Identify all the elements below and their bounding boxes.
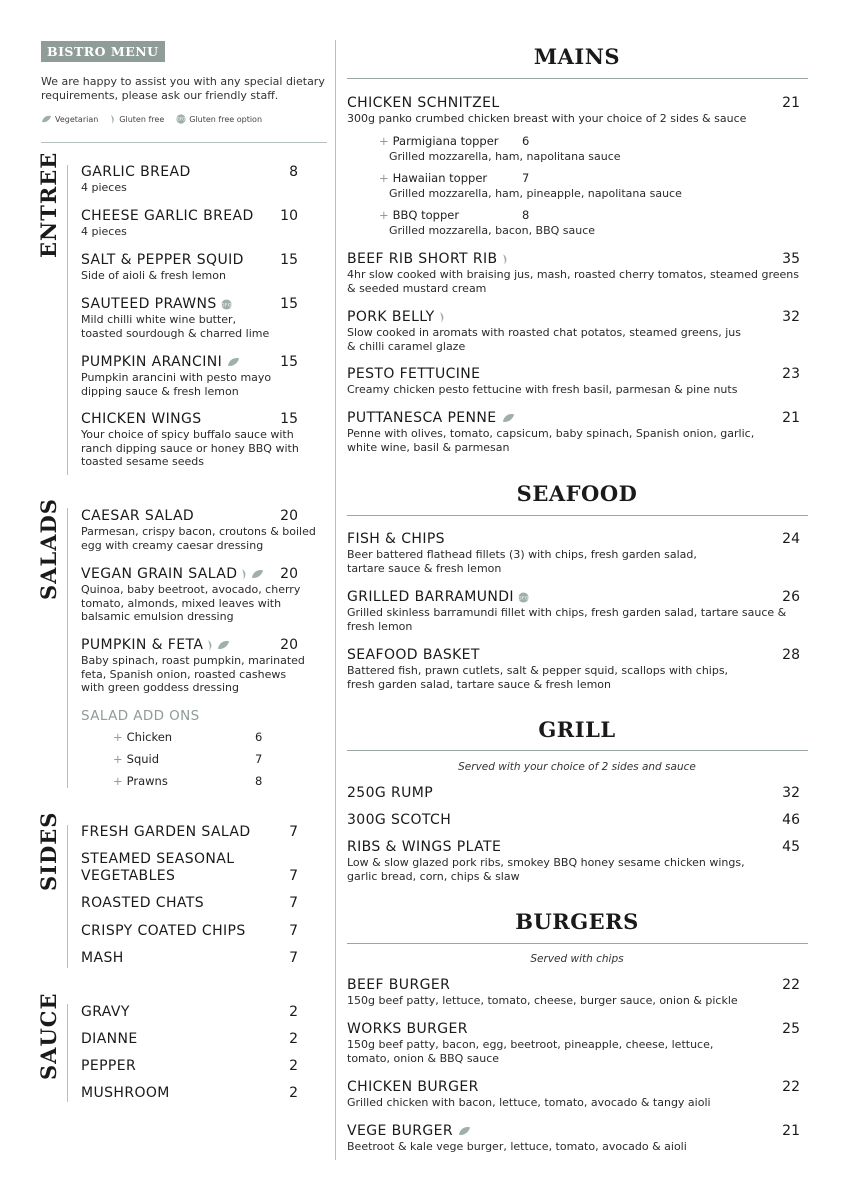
- price: 46: [782, 812, 800, 828]
- addon-prawns: + Prawns: [113, 774, 168, 788]
- topper-desc: Grilled mozzarella, bacon, BBQ sauce: [389, 224, 596, 237]
- menu-item-chicken-burger: CHICKEN BURGER Grilled chicken with bacon, lettuce, tomato, avocado & tangy aioli: [347, 1079, 711, 1109]
- price: 25: [782, 1021, 800, 1037]
- price: 2: [289, 1004, 298, 1020]
- header-divider: [41, 142, 327, 143]
- legend-gluten-free-option: GFO Gluten free option: [176, 114, 263, 124]
- price: 20: [280, 637, 298, 653]
- price: 22: [782, 977, 800, 993]
- side-item: STEAMED SEASONAL VEGETABLES: [81, 851, 235, 884]
- price: 32: [782, 309, 800, 325]
- mains-divider: [347, 78, 808, 79]
- menu-item-250g-rump: 250G RUMP: [347, 785, 434, 801]
- topper-parmigiana: + Parmigiana topper: [379, 134, 499, 148]
- menu-item-garlic-bread: GARLIC BREAD 4 pieces: [81, 164, 191, 194]
- price: 8: [289, 164, 298, 180]
- grill-title: GRILL: [538, 717, 616, 742]
- sauce-item: DIANNE: [81, 1031, 138, 1047]
- price: 7: [289, 895, 298, 911]
- svg-text:GFO: GFO: [176, 116, 186, 122]
- salads-label: SALADS: [36, 498, 61, 600]
- price: 20: [280, 566, 298, 582]
- vegetarian-leaf-icon: [41, 115, 52, 123]
- sides-bar: [67, 825, 68, 968]
- price: 23: [782, 366, 800, 382]
- seafood-divider: [347, 515, 808, 516]
- entree-label: ENTREE: [36, 151, 61, 258]
- burgers-subtitle: Served with chips: [530, 953, 624, 965]
- price: 35: [782, 251, 800, 267]
- menu-item-beef-burger: BEEF BURGER 150g beef patty, lettuce, tomato, cheese, burger sauce, onion & pickle: [347, 977, 738, 1007]
- sides-label: SIDES: [36, 811, 61, 891]
- price: 2: [289, 1058, 298, 1074]
- topper-price: 8: [522, 208, 530, 222]
- grill-subtitle: Served with your choice of 2 sides and sauce: [458, 761, 696, 773]
- price: 20: [280, 508, 298, 524]
- menu-item-vegan-grain-salad: VEGAN GRAIN SALAD Quinoa, baby beetroot, avocado, cherry tomato, almonds, mixed leaves with balsamic emulsion dressing: [81, 566, 301, 623]
- menu-item-chicken-wings: CHICKEN WINGS Your choice of spicy buffalo sauce with ranch dipping sauce or honey BBQ with toasted sesame seeds: [81, 411, 299, 468]
- addon-chicken: + Chicken: [113, 730, 173, 744]
- price: 15: [280, 296, 298, 312]
- menu-item-ribs-wings-plate: RIBS & WINGS PLATE Low & slow glazed pork ribs, smokey BBQ honey sesame chicken wings, garlic bread, corn, chips & slaw: [347, 839, 745, 883]
- topper-desc: Grilled mozzarella, ham, pineapple, napolitana sauce: [389, 187, 682, 200]
- burgers-divider: [347, 943, 808, 944]
- menu-item-pumpkin-feta: PUMPKIN & FETA Baby spinach, roast pumpkin, marinated feta, Spanish onion, roasted cashews with green goddess dressing: [81, 637, 305, 694]
- menu-item-grilled-barramundi: GRILLED BARRAMUNDI GFO Grilled skinless barramundi fillet with chips, fresh garden salad, tartare sauce & fresh lemon: [347, 589, 787, 633]
- menu-item-pork-belly: PORK BELLY Slow cooked in aromats with roasted chat potatos, steamed greens, jus & chilli caramel glaze: [347, 309, 742, 353]
- side-item: ROASTED CHATS: [81, 895, 205, 911]
- sauce-item: PEPPER: [81, 1058, 137, 1074]
- menu-item-puttanesca-penne: PUTTANESCA PENNE Penne with olives, tomato, capsicum, baby spinach, Spanish onion, garlic, white wine, basil & parmesan: [347, 410, 755, 454]
- topper-price: 7: [522, 171, 530, 185]
- menu-item-works-burger: WORKS BURGER 150g beef patty, bacon, egg, beetroot, pineapple, cheese, lettuce, tomato, onion & BBQ sauce: [347, 1021, 714, 1065]
- topper-desc: Grilled mozzarella, ham, napolitana sauce: [389, 150, 621, 163]
- price: 22: [782, 1079, 800, 1095]
- price: 7: [289, 868, 298, 884]
- menu-item-pumpkin-arancini: PUMPKIN ARANCINI Pumpkin arancini with pesto mayo dipping sauce & fresh lemon: [81, 354, 272, 398]
- menu-badge: BISTRO MENU: [41, 41, 165, 62]
- price: 2: [289, 1085, 298, 1101]
- menu-item-beef-rib-short-rib: BEEF RIB SHORT RIB 4hr slow cooked with braising jus, mash, roasted cherry tomatos, steamed greens & seeded mustard cream: [347, 251, 799, 295]
- price: 2: [289, 1031, 298, 1047]
- price: 7: [289, 923, 298, 939]
- price: 15: [280, 354, 298, 370]
- grill-divider: [347, 750, 808, 751]
- seafood-title: SEAFOOD: [516, 481, 638, 506]
- price: 10: [280, 208, 298, 224]
- gluten-free-icon: [502, 254, 509, 265]
- price: 15: [280, 252, 298, 268]
- addon-price: 7: [255, 752, 263, 766]
- side-item: FRESH GARDEN SALAD: [81, 824, 251, 840]
- topper-price: 6: [522, 134, 530, 148]
- price: 21: [782, 95, 800, 111]
- price: 7: [289, 824, 298, 840]
- gluten-free-option-icon: [176, 114, 186, 124]
- addon-squid: + Squid: [113, 752, 160, 766]
- gluten-free-icon: [241, 569, 248, 580]
- gluten-free-icon: [207, 640, 214, 651]
- side-item: MASH: [81, 950, 124, 966]
- side-item: CRISPY COATED CHIPS: [81, 923, 246, 939]
- price: 21: [782, 410, 800, 426]
- gluten-free-option-icon: [518, 592, 529, 603]
- price: 45: [782, 839, 800, 855]
- menu-item-salt-pepper-squid: SALT & PEPPER SQUID Side of aioli & fresh lemon: [81, 252, 244, 282]
- menu-item-seafood-basket: SEAFOOD BASKET Battered fish, prawn cutlets, salt & pepper squid, scallops with chips, fresh garden salad, tartare sauce & fresh lemon: [347, 647, 729, 691]
- gluten-free-option-icon: [221, 299, 232, 310]
- menu-item-chicken-schnitzel: CHICKEN SCHNITZEL 300g panko crumbed chicken breast with your choice of 2 sides & sauce: [347, 95, 747, 125]
- vegetarian-leaf-icon: [226, 357, 241, 367]
- sauce-item: MUSHROOM: [81, 1085, 170, 1101]
- svg-text:GFO: GFO: [518, 595, 529, 601]
- sauce-label: SAUCE: [36, 992, 61, 1080]
- menu-item-fish-chips: FISH & CHIPS Beer battered flathead fillets (3) with chips, fresh garden salad, tartare sauce & fresh lemon: [347, 531, 697, 575]
- price: 15: [280, 411, 298, 427]
- addon-price: 6: [255, 730, 263, 744]
- legend-gluten-free: Gluten free: [110, 115, 170, 124]
- vegetarian-leaf-icon: [457, 1126, 472, 1136]
- menu-item-caesar-salad: CAESAR SALAD Parmesan, crispy bacon, croutons & boiled egg with creamy caesar dressing: [81, 508, 316, 552]
- gluten-free-icon: [110, 115, 116, 124]
- price: 7: [289, 950, 298, 966]
- menu-item-vege-burger: VEGE BURGER Beetroot & kale vege burger, lettuce, tomato, avocado & aioli: [347, 1123, 687, 1153]
- price: 32: [782, 785, 800, 801]
- sauce-item: GRAVY: [81, 1004, 130, 1020]
- salads-bar: [67, 508, 68, 788]
- menu-item-sauteed-prawns: SAUTEED PRAWNS GFO Mild chilli white wine butter, toasted sourdough & charred lime: [81, 296, 270, 340]
- vegetarian-leaf-icon: [216, 640, 231, 650]
- price: 28: [782, 647, 800, 663]
- gluten-free-icon: [439, 312, 446, 323]
- column-divider: [335, 40, 336, 1160]
- menu-item-pesto-fettucine: PESTO FETTUCINE Creamy chicken pesto fettucine with fresh basil, parmesan & pine nuts: [347, 366, 738, 396]
- svg-text:GFO: GFO: [220, 302, 232, 308]
- salad-addons-title: SALAD ADD ONS: [81, 708, 200, 724]
- price: 21: [782, 1123, 800, 1139]
- menu-item-cheese-garlic-bread: CHEESE GARLIC BREAD 4 pieces: [81, 208, 254, 238]
- dietary-intro: We are happy to assist you with any special dietary requirements, please ask our friendly staff.: [41, 75, 325, 102]
- burgers-title: BURGERS: [515, 909, 639, 934]
- addon-price: 8: [255, 774, 263, 788]
- mains-title: MAINS: [533, 44, 621, 69]
- topper-bbq: + BBQ topper: [379, 208, 460, 222]
- topper-hawaiian: + Hawaiian topper: [379, 171, 488, 185]
- vegetarian-leaf-icon: [501, 413, 516, 423]
- legend-vegetarian: Vegetarian: [41, 115, 104, 124]
- price: 24: [782, 531, 800, 547]
- dietary-legend: [41, 114, 274, 124]
- price: 26: [782, 589, 800, 605]
- entree-bar: [67, 165, 68, 475]
- sauce-bar: [67, 1004, 68, 1102]
- menu-item-300g-scotch: 300G SCOTCH: [347, 812, 452, 828]
